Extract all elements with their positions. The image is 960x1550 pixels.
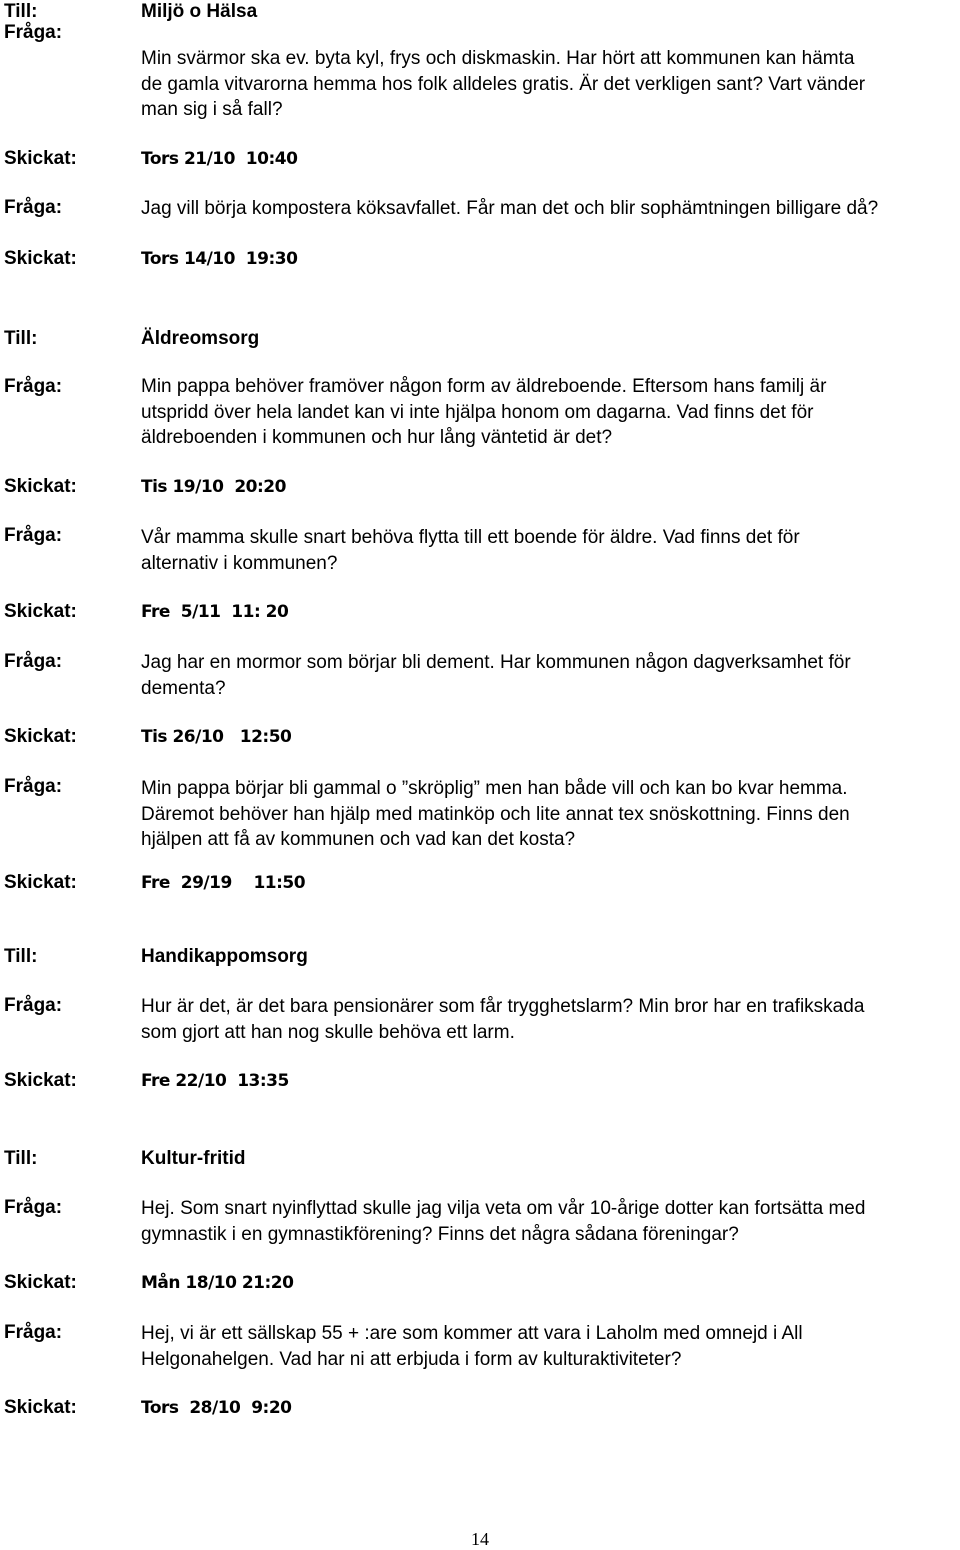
- fraga-label: Fråga:: [4, 776, 63, 797]
- till-label: Till:: [4, 328, 38, 349]
- skickat-label: Skickat:: [4, 726, 77, 747]
- question-text: Min pappa börjar bli gammal o ”skröplig” men han både vill och kan bo kvar hemma. Däremot behöver han hjälp med matinköp och lite annat tex snöskottning. Finns den hjälpen att få av kommunen och vad kan det kosta?: [141, 778, 850, 850]
- question-text: Jag har en mormor som börjar bli dement. Har kommunen någon dagverksamhet för dementa?: [141, 652, 851, 699]
- skickat-label: Skickat:: [4, 1070, 77, 1091]
- sent-datetime: Fre 22/10 13:35: [141, 1071, 289, 1091]
- fraga-label: Fråga:: [4, 197, 63, 218]
- fraga-label: Fråga:: [4, 376, 63, 397]
- page-number: 14: [471, 1529, 489, 1549]
- department-heading: Äldreomsorg: [141, 328, 260, 349]
- fraga-label: Fråga:: [4, 525, 63, 546]
- skickat-label: Skickat:: [4, 872, 77, 893]
- skickat-label: Skickat:: [4, 1397, 77, 1418]
- department-heading: Handikappomsorg: [141, 946, 308, 967]
- question-text: Hej. Som snart nyinflyttad skulle jag vilja veta om vår 10-årige dotter kan fortsätta med gymnastik i en gymnastikförening? Finns det några sådana föreningar?: [141, 1198, 866, 1245]
- till-label: Till:: [4, 946, 38, 967]
- sent-datetime: Fre 5/11 11: 20: [141, 602, 289, 622]
- department-heading: Miljö o Hälsa: [141, 1, 258, 22]
- fraga-label: Fråga:: [4, 22, 63, 43]
- fraga-label: Fråga:: [4, 651, 63, 672]
- till-label: Till:: [4, 1148, 38, 1169]
- sent-datetime: Tors 14/10 19:30: [141, 249, 298, 269]
- question-text: Min pappa behöver framöver någon form av äldreboende. Eftersom hans familj är utspridd över hela landet kan vi inte hjälpa honom om dagarna. Vad finns det för äldreboenden i kommunen och hur lång väntetid är det?: [141, 376, 827, 448]
- sent-datetime: Mån 18/10 21:20: [141, 1273, 294, 1293]
- department-heading: Kultur-fritid: [141, 1148, 246, 1169]
- sent-datetime: Tis 19/10 20:20: [141, 477, 286, 497]
- skickat-label: Skickat:: [4, 1272, 77, 1293]
- question-text: Min svärmor ska ev. byta kyl, frys och diskmaskin. Har hört att kommunen kan hämta de gamla vitvarorna hemma hos folk alldeles gratis. Är det verkligen sant? Vart vänder man sig i så fall?: [141, 48, 866, 120]
- question-text: Hur är det, är det bara pensionärer som får trygghetslarm? Min bror har en trafikskada som gjort att han nog skulle behöva ett larm.: [141, 996, 865, 1043]
- till-label: Till:: [4, 1, 38, 22]
- fraga-label: Fråga:: [4, 995, 63, 1016]
- fraga-label: Fråga:: [4, 1197, 63, 1218]
- skickat-label: Skickat:: [4, 248, 77, 269]
- question-text: Jag vill börja kompostera köksavfallet. Får man det och blir sophämtningen billigare då?: [141, 198, 879, 219]
- sent-datetime: Tors 21/10 10:40: [141, 149, 298, 169]
- fraga-label: Fråga:: [4, 1322, 63, 1343]
- sent-datetime: Tors 28/10 9:20: [141, 1398, 292, 1418]
- sent-datetime: Fre 29/19 11:50: [141, 873, 306, 893]
- question-text: Hej, vi är ett sällskap 55 + :are som kommer att vara i Laholm med omnejd i All Helgonahelgen. Vad har ni att erbjuda i form av kulturaktiviteter?: [141, 1323, 803, 1370]
- sent-datetime: Tis 26/10 12:50: [141, 727, 292, 747]
- skickat-label: Skickat:: [4, 476, 77, 497]
- skickat-label: Skickat:: [4, 601, 77, 622]
- question-text: Vår mamma skulle snart behöva flytta till ett boende för äldre. Vad finns det för alternativ i kommunen?: [141, 527, 800, 574]
- skickat-label: Skickat:: [4, 148, 77, 169]
